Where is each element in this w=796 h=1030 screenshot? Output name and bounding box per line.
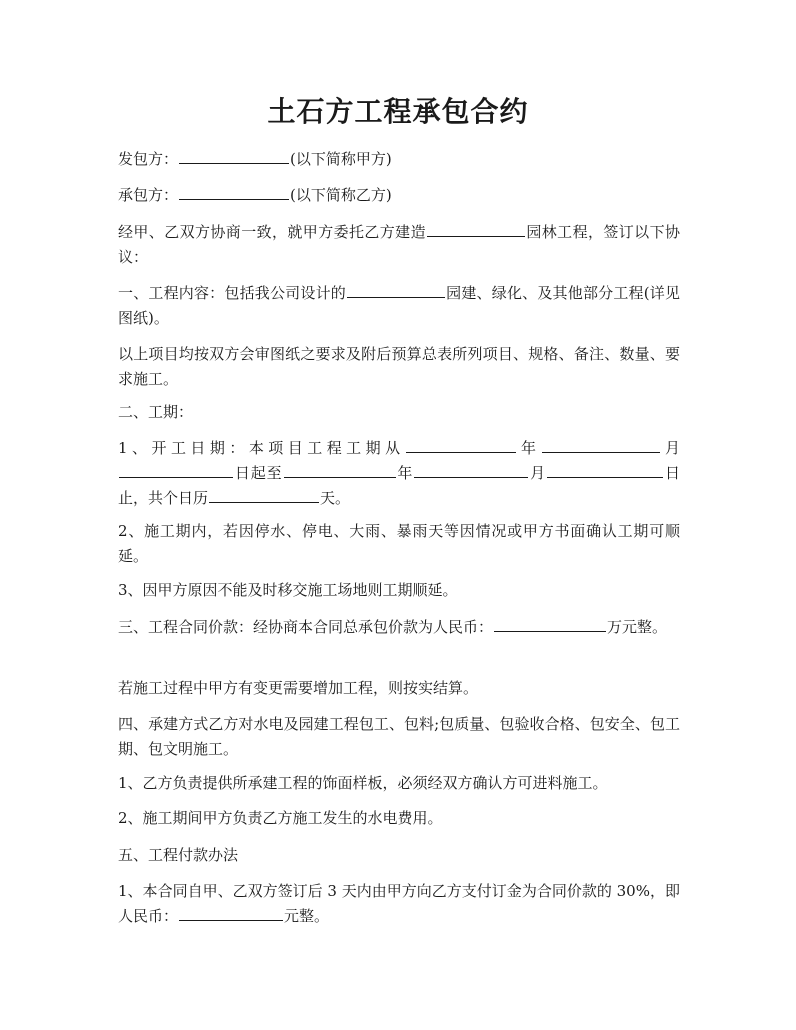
end-month-label: 月 bbox=[529, 464, 547, 482]
utilities-clause: 2、施工期间甲方负责乙方施工发生的水电费用。 bbox=[118, 809, 443, 827]
party-b-blank bbox=[179, 183, 289, 200]
end-day-blank bbox=[547, 461, 663, 478]
end-month-blank bbox=[414, 461, 528, 478]
party-a-label: 发包方： bbox=[118, 150, 179, 168]
deposit-unit: 元整。 bbox=[284, 907, 330, 925]
party-a-blank bbox=[179, 147, 289, 164]
section-1-content bbox=[118, 281, 680, 331]
section-4-method: 四、承建方式乙方对水电及园建工程包工、包料;包质量、包验收合格、包安全、包工期、包文明施工。 bbox=[118, 715, 680, 758]
intro-text: 经甲、乙双方协商一致，就甲方委托乙方建造 bbox=[118, 223, 426, 241]
year-label: 年 bbox=[516, 439, 541, 457]
extension-clause-weather: 2、施工期内，若因停水、停电、大雨、暴雨天等因情况或甲方书面确认工期可顺延。 bbox=[118, 522, 680, 565]
agreement-intro bbox=[118, 220, 680, 270]
deposit-clause bbox=[118, 879, 680, 929]
section-3-price bbox=[118, 615, 680, 640]
design-blank bbox=[347, 281, 445, 298]
sample-clause: 1、乙方负责提供所承建工程的饰面样板，必须经双方确认方可进料施工。 bbox=[118, 774, 608, 792]
deposit-text: 1、本合同自甲、乙双方签订后 3 天内由甲方向乙方支付订金为合同价款的 30%，即人民币： bbox=[118, 882, 680, 925]
start-month-blank bbox=[542, 436, 660, 453]
party-b-line bbox=[118, 183, 680, 208]
party-b-note: (以下简称乙方) bbox=[290, 186, 392, 204]
month-label: 月 bbox=[660, 439, 680, 457]
price-text: 三、工程合同价款：经协商本合同总承包价款为人民币： bbox=[118, 618, 494, 636]
section-1-text-end: 园建、绿化、及其他部分工程(详见图纸)。 bbox=[118, 284, 680, 327]
days-label: 天。 bbox=[320, 489, 351, 507]
start-date-clause bbox=[118, 436, 680, 511]
start-year-blank bbox=[406, 436, 516, 453]
calendar-days-blank bbox=[209, 486, 319, 503]
party-a-line bbox=[118, 147, 680, 172]
end-year-label: 年 bbox=[396, 464, 414, 482]
requirements-paragraph: 以上项目均按双方会审图纸之要求及附后预算总表所列项目、规格、备注、数量、要求施工。 bbox=[118, 345, 680, 388]
deposit-blank bbox=[179, 904, 283, 921]
end-day-label: 日止，共个日历 bbox=[118, 464, 680, 507]
price-unit: 万元整。 bbox=[607, 618, 668, 636]
until-label: 日起至 bbox=[234, 464, 283, 482]
start-day-blank bbox=[119, 461, 233, 478]
start-date-text: 1、开工日期：本项目工程工期从 bbox=[118, 439, 405, 457]
section-1-text: 一、工程内容：包括我公司设计的 bbox=[118, 284, 346, 302]
section-5-heading: 五、工程付款办法 bbox=[118, 846, 239, 864]
document-title: 土石方工程承包合约 bbox=[267, 95, 529, 128]
intro-text-end: 园林工程，签订以下协议： bbox=[118, 223, 680, 266]
end-year-blank bbox=[284, 461, 396, 478]
section-2-heading: 二、工期： bbox=[118, 403, 194, 421]
extension-clause-site: 3、因甲方原因不能及时移交施工场地则工期顺延。 bbox=[118, 581, 458, 599]
party-b-label: 承包方： bbox=[118, 186, 179, 204]
project-name-blank bbox=[427, 220, 525, 237]
price-blank bbox=[494, 615, 606, 632]
party-a-note: (以下简称甲方) bbox=[290, 150, 392, 168]
change-settlement-clause: 若施工过程中甲方有变更需要增加工程，则按实结算。 bbox=[118, 679, 479, 697]
